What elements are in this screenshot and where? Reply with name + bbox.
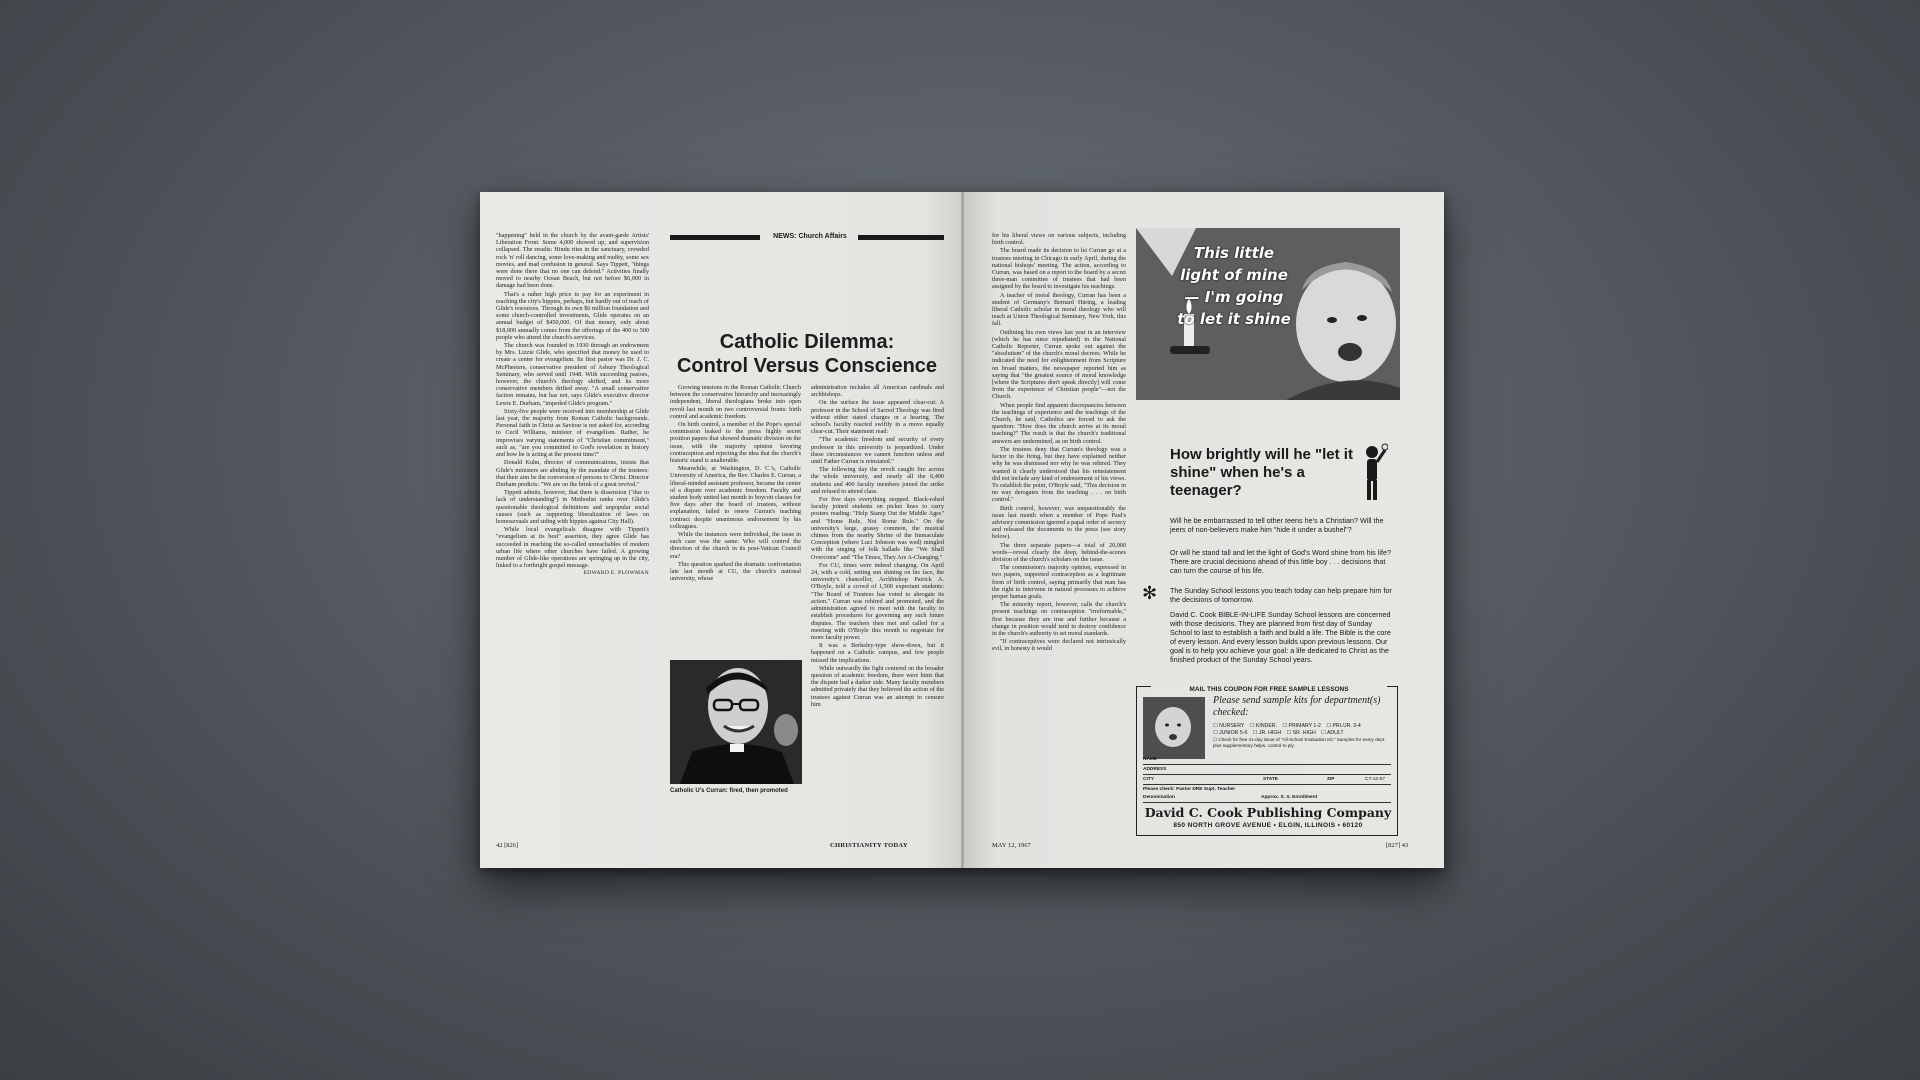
ad-paragraph: Will he be embarrassed to tell other teens he's a Christian? Will the jeers of non-believers make him "hide it under a bushel"?	[1170, 516, 1384, 534]
text-paragraph: The trustees deny that Curran's theology was a factor in the firing, but they have explained neither why he was dismissed nor why he was rehired. They wanted it clearly understood that his reinstatement did not include any kind of endorsement of his views. To establish the point, O'Boyle said, "This decision in no way derogates from the teaching . . . on birth control."	[992, 445, 1126, 504]
headline-line: Control Versus Conscience	[676, 355, 938, 377]
checkbox-sr-high[interactable]: ☐ SR. HIGH	[1286, 730, 1316, 736]
byline: EDWARD E. PLOWMAN	[583, 570, 649, 577]
right-column-1	[992, 232, 1126, 838]
page-number-right: [827] 43	[1386, 842, 1409, 849]
text-paragraph: Birth control, however, was unquestionably the issue last month when a member of Pope Paul's advisory commission ignored a papal order of secrecy and released the documents to the press (see story below).	[992, 504, 1126, 541]
text-paragraph: for his liberal views on various subjects, including birth control.	[992, 232, 1126, 247]
ad-paragraph: David C. Cook BIBLE-IN-LIFE Sunday School lessons are concerned with those decisions. They are planned from first day of Sunday School to last to establish a faith and build a life. The Bible is the core of every lesson. And every lesson builds upon previous lessons. Our goal is to help you achieve your goal: a life dedicated to Christ as the finished product of the Sunday School years.	[1170, 610, 1391, 664]
text-paragraph: Sixty-five people were received into membership at Glide last year, the majority from Roman Catholic backgrounds. Personal faith in Christ as Saviour is not asked for, according to Cecil Williams, minister of evangelism. Rather, he improvises varying statements of "Christian commitment," such as, "are you committed to God's revelation in history and how he is acting at the present time?"	[496, 407, 649, 459]
coupon-title: MAIL THIS COUPON FOR FREE SAMPLE LESSONS	[1151, 686, 1387, 693]
magazine-spread	[480, 192, 1444, 868]
text-paragraph: Growing tensions in the Roman Catholic Church between the conservative hierarchy and increasingly independent, liberal theologians broke into open revolt last month on two controversial fronts: birth control and academic freedom.	[670, 384, 801, 420]
text-paragraph: For CU, times were indeed changing. On April 24, with a cold, setting sun shining on his face, the university's chancellor, Archbishop Patrick A. O'Boyle, told a crowd of 1,500 expectant students: "The Board of Trustees has voted to abrogate its action." Curran was rehired and promoted, and the administration agreed to meet with the faculty to establish procedures for governing any such future disputes. The teachers then met and called for a meeting with O'Boyle this month to negotiate for more faculty power.	[811, 561, 944, 641]
text-paragraph: While local evangelicals disagree with Tippett's "evangelism at its best" assertion, they agree Glide has succeeded in reaching the so-called unreachables of modern urban life where other churches have failed. A growing number of Glide-like operations are springing up in the city, linked to a forthright gospel message.	[496, 526, 649, 570]
text-paragraph: On birth control, a member of the Pope's special commission leaked to the press highly secret position papers that showed dramatic division on the issue, with the majority opinion favoring contraception and rejecting the idea that the church's historic stand is unalterable.	[670, 421, 801, 465]
city-state-zip-row[interactable]	[1143, 777, 1391, 785]
role-checkboxes[interactable]: Please check: Pastor DRE Supt. Teacher	[1143, 787, 1236, 792]
department-checkboxes[interactable]	[1213, 723, 1395, 750]
coupon-child-photo	[1143, 697, 1205, 759]
text-paragraph: "happening" held in the church by the avant-garde Artists' Liberation Front. Some 4,000 showed up, and supervision collapsed. The results: Hindu rites in the sanctuary, crowded rock 'n' roll dancing, some love-making and nudity, some sex movies, and mad confusion in general. Says Tippett, "things were done there that no one can defend." Activities finally moved to nearby Ocean Beach, but not before $6,000 in damage had been done.	[496, 232, 649, 290]
ad-illustration-text: This little light of mine— I'm going to let it shine	[1177, 244, 1291, 328]
text-paragraph: Outlining his own views last year in an interview (which he has since repudiated) in the National Catholic Reporter, Curran spoke out against the "absolutism" of the church's moral decrees. While he indicated the need for enlightenment from Scripture on broad matters, the newspaper reported him as saying that "the greatest source of moral knowledge [where the Scriptures don't speak directly] will come from the experience of Christian people"—not the Church.	[992, 328, 1126, 401]
city-field[interactable]: CITY	[1143, 777, 1154, 782]
left-page	[480, 192, 962, 868]
curran-photo	[670, 660, 802, 784]
denomination-field[interactable]: Denomination	[1143, 795, 1175, 800]
ad-paragraph: The Sunday School lessons you teach today can help prepare him for the decisions of tomorrow.	[1170, 586, 1392, 604]
text-paragraph: The commission's majority opinion, expressed in two papers, supported contraception as a legitimate form of birth control, saying primarily that man has the right to intervene in natural processes to achieve proper human goals.	[992, 564, 1126, 600]
address-field[interactable]: ADDRESS	[1143, 767, 1391, 775]
text-paragraph: Meanwhile, at Washington, D. C.'s, Catholic University of America, the Rev. Charles E. Curran, a liberal-minded assistant professor, became the center of a dispute over academic freedom. Faculty and student body united last month to boycott classes for five days after the board of trustees, without explanation, failed to renew Curran's teaching contract despite unanimous endorsement by his colleagues.	[670, 465, 801, 530]
left-column-2	[670, 384, 801, 656]
checkbox-kinder[interactable]: ☐ KINDER.	[1249, 723, 1277, 729]
name-field[interactable]: NAME	[1143, 757, 1391, 765]
issue-date: MAY 12, 1967	[992, 842, 1031, 849]
zip-field[interactable]: ZIP	[1327, 777, 1335, 782]
company-name: David C. Cook Publishing Company	[1144, 805, 1392, 820]
section-header	[670, 233, 944, 241]
text-paragraph: This question sparked the dramatic confrontation late last month at CU, the church's national university, whose	[670, 560, 801, 583]
text-paragraph: While outwardly the fight centered on the broader question of academic freedom, there were hints that the dispute had a darker side. Many faculty members admitted privately that they believed the action of the trustees against Curran was an attempt to censure him	[811, 664, 944, 708]
text-paragraph: The following day the revolt caught fire across the whole university, and nearly all the 6,400 students and 400 faculty members joined the strike and refused to attend class.	[811, 466, 944, 495]
left-column-1	[496, 232, 649, 836]
ad-illustration	[1136, 228, 1400, 400]
text-paragraph: The church was founded in 1930 through an endowment by Mrs. Lizzie Glide, who specified that money be used to create a center for evangelism. Its first pastor was Dr. J. C. McPheeters, conservative president of Asbury Theological Seminary, who served until 1948. With succeeding pastors, however, the church's theology shifted, and its more conservative members drifted away. "A small conservative faction remains, but has not, says Glide's executive director Lewis E. Durham, "impeded Glide's program."	[496, 342, 649, 407]
ad-headline: How brightly will he "let it shine" when he's a teenager?	[1170, 446, 1353, 499]
text-paragraph: For five days everything stopped. Black-robed faculty joined students on picket lines to carry posters reading: "Help Stamp Out the Middle Ages" and "Home Rule, Not Rome Rule." On the university's large, grassy common, the musical chimes from the nearby Shrine of the Immaculate Conception (where Luci Johnson was wed) mingled with the singing of folk ballads like "We Shall Overcome" and "The Times, They Are A-Changing."	[811, 496, 944, 561]
coupon-code: CT-12-67	[1365, 777, 1385, 782]
text-paragraph: While the instances were individual, the issue in each case was the same: Who will control the direction of the church in its post-Vatican Council era?	[670, 531, 801, 560]
photo-caption: Catholic U's Curran: fired, then promoted	[670, 788, 788, 794]
company-address: 850 NORTH GROVE AVENUE • ELGIN, ILLINOIS • 60120	[1173, 822, 1363, 829]
left-column-3	[811, 384, 944, 838]
text-paragraph: A teacher of moral theology, Curran has been a student of Germany's Bernard Häring, a leading liberal Catholic scholar in moral theology who will teach at Union Theological Seminary, New York, this fall.	[992, 291, 1126, 328]
checkbox-adult[interactable]: ☐ ADULT	[1321, 730, 1344, 736]
article-headline	[670, 330, 944, 378]
text-paragraph: "The academic freedom and security of every professor in this university is jeopardized. Under these circumstances we cannot function unless and until Father Curran is reinstated."	[811, 436, 944, 466]
checkbox-primary[interactable]: ☐ PRIMARY 1-2	[1282, 723, 1321, 729]
magazine-title: CHRISTIANITY TODAY	[830, 842, 908, 849]
text-paragraph: When people find apparent discrepancies between the teachings of experience and the teachings of the Church, he said, Catholics are forced to ask the question: "How does the church arrive at its moral teaching?" The result is that the church's traditional answers are undermined, as on birth control.	[992, 401, 1126, 445]
text-paragraph: The board made its decision to let Curran go at a trustees meeting in Chicago in early April, during the national bishops' meeting. The action, according to Curran, was based on a report to the board by a secret three-man committee of trustees that had been assigned by the board to investigate his teachings.	[992, 247, 1126, 291]
text-paragraph: "If contraceptives were declared not intrinsically evil, in honesty it would	[992, 638, 1126, 653]
coupon-request-text: Please send sample kits for department(s) checked:	[1213, 695, 1381, 718]
text-paragraph: It was a Berkeley-type show-down, but it happened on a Catholic campus, and few people missed the implications.	[811, 642, 944, 664]
checkbox-evaluation-kit[interactable]: ☐ Check for free 41-day issue of "All-School Evaluation Kit." Samples for every dept. plus supplementary helps, control to ply.	[1213, 737, 1386, 748]
ad-paragraph: Or will he stand tall and let the light of God's Word shine from his life? There are crucial decisions ahead of this little boy . . . decisions that can turn the course of his life.	[1170, 548, 1391, 575]
section-rule-right	[858, 235, 944, 240]
sunday-school-advertisement	[1136, 228, 1424, 838]
checkbox-nursery[interactable]: ☐ NURSERY	[1213, 723, 1245, 729]
text-paragraph: The minority report, however, calls the church's present teachings on contraception "irreformable," first because they are true and further because a change in position would tend to destroy confidence in the church's authority to set moral standards.	[992, 601, 1126, 637]
enrollment-field[interactable]: Approx. S. S. Enrollment	[1261, 795, 1318, 800]
text-paragraph: That's a rather high price to pay for an experiment in reaching the city's hippies, perhaps, but hardly out of reach of Glide's resources. Through its own $6 million foundation and some church-controlled investments, Glide operates on an annual budget of $450,000. Of that money, only about $18,000 annually comes from the offerings of the 400 to 500 people who attend the church's services.	[496, 290, 649, 341]
state-field[interactable]: STATE	[1263, 777, 1279, 782]
order-coupon[interactable]	[1136, 686, 1398, 836]
asterisk-icon: ✻	[1142, 583, 1158, 603]
right-page	[964, 192, 1444, 868]
text-paragraph: Tippett admits, however, that there is dissension ("due to lack of understanding") in Methodist ranks over Glide's questionable theological definitions and unpopular social causes (such as supporting liberalization of laws on homosexuals and siding with hippies against City Hall).	[496, 489, 649, 525]
checkbox-junior[interactable]: ☐ JUNIOR 5-6	[1213, 730, 1248, 736]
page-number-left: 42 [826]	[496, 842, 519, 849]
headline-line: Catholic Dilemma:	[719, 331, 895, 353]
text-paragraph: On the surface the issue appeared clear-cut: A professor in the School of Sacred Theology was fired without either stated charges or a hearing. The school's faculty reacted swiftly in a move equally clear-cut. Their statement read:	[811, 399, 944, 436]
text-paragraph: The three separate papers—a total of 20,000 words—reveal clearly the deep, behind-the-scenes division of the church's scholars on the issue.	[992, 541, 1126, 563]
text-paragraph: Donald Kuhn, director of communications, insists that Glide's ministers are abiding by the mandate of the trustees: that their aim be the conversion of persons to Christ. Director Durham predicts: "We are on the brink of a great revival."	[496, 459, 649, 488]
text-paragraph: administration includes all American cardinals and archbishops.	[811, 384, 944, 399]
boy-silhouette-icon	[1358, 442, 1388, 502]
denomination-row[interactable]	[1143, 795, 1391, 803]
checkbox-jr-high[interactable]: ☐ JR. HIGH	[1252, 730, 1282, 736]
section-label: NEWS: Church Affairs	[773, 233, 847, 240]
section-rule-left	[670, 235, 760, 240]
checkbox-pri-jr[interactable]: ☐ PRI./JR. 3-4	[1326, 723, 1361, 729]
